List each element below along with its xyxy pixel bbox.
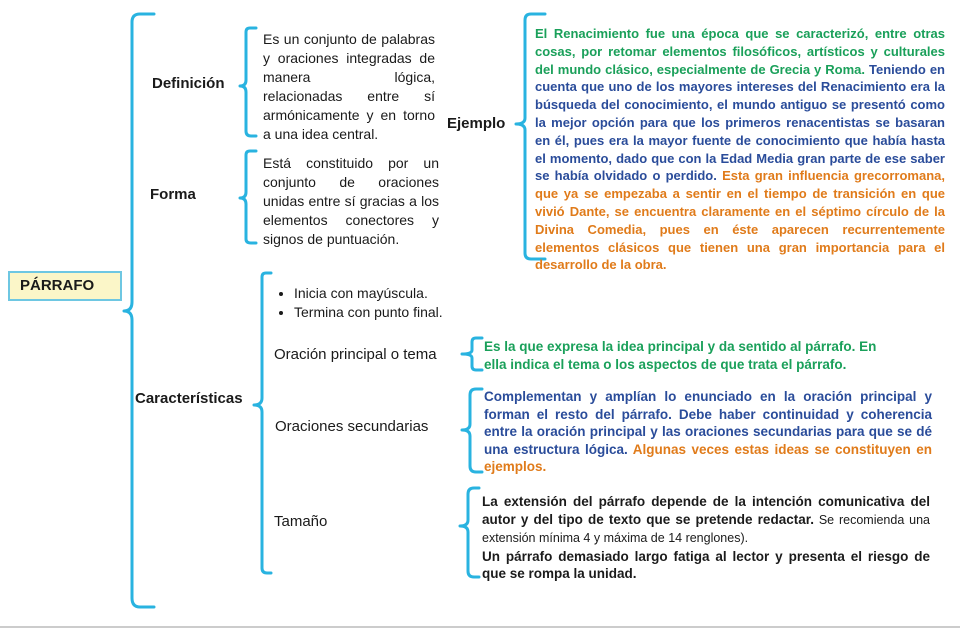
oracion-principal-text: Es la que expresa la idea principal y da sentido al párrafo. En ella indica el tema o los aspectos de que trata el párrafo. bbox=[484, 339, 877, 372]
oraciones-secundarias-label: Oraciones secundarias bbox=[275, 418, 429, 435]
definicion-text: Es un conjunto de palabras y oraciones integradas de manera lógica, relacionadas entre sí armónicamente y en torno a una idea central. bbox=[263, 31, 435, 142]
oraciones-secundarias-text2: Algunas veces estas ideas se constituyen en ejemplos. bbox=[484, 441, 932, 474]
tamano-bracket bbox=[460, 488, 479, 577]
tamano-label: Tamaño bbox=[274, 513, 328, 530]
oracion-principal-label: Oración principal o tema bbox=[274, 346, 437, 363]
ejemplo-text-part3: Esta gran influencia grecorromana, que ya se empezaba a sentir en el tiempo de transición en que vivió Dante, se encuentra claramente en el séptimo círculo de la Divina Comedia, pues en éste aparecen recurrentemente elementos clásicos que tienen una gran importancia para el desarrollo de la obra. bbox=[535, 168, 945, 273]
oracion-principal-bracket bbox=[462, 338, 482, 370]
tamano-text bbox=[482, 493, 930, 583]
forma-text: Está constituido por un conjunto de oraciones unidas entre sí gracias a los elementos conectores y signos de puntuación. bbox=[263, 155, 439, 247]
tamano-text3: Un párrafo demasiado largo fatiga al lector y presenta el riesgo de que se rompa la unidad. bbox=[482, 548, 930, 581]
ejemplo-label: Ejemplo bbox=[447, 115, 506, 132]
main-bracket bbox=[124, 14, 154, 607]
oraciones-secundarias-text1: Complementan y amplían lo enunciado en la oración principal y forman el resto del párrafo. Debe haber continuidad y coherencia entre la oración principal y las oraciones secundarias para que se dé una estructura lógica. bbox=[484, 389, 932, 457]
ejemplo-text-part1: El Renacimiento fue una época que se caracterizó, entre otras cosas, por retomar elementos filosóficos, artísticos y culturales del mundo clásico, especialmente de Grecia y Roma. bbox=[535, 26, 945, 77]
root-node-parrafo: PÁRRAFO bbox=[8, 271, 122, 301]
definicion-label: Definición bbox=[152, 75, 225, 92]
caracteristicas-bullets bbox=[276, 284, 443, 322]
definicion-bracket bbox=[240, 28, 256, 136]
oraciones-secundarias-bracket bbox=[462, 389, 482, 472]
tamano-text1: La extensión del párrafo depende de la intención comunicativa del autor y del tipo de texto que se pretende redactar. bbox=[482, 494, 930, 527]
caracteristicas-bracket bbox=[254, 273, 271, 573]
caracteristicas-label: Características bbox=[135, 390, 243, 407]
forma-label: Forma bbox=[150, 186, 196, 203]
tamano-text2: Se recomienda una extensión mínima 4 y máxima de 14 renglones). bbox=[482, 512, 930, 545]
bullet-item: • Inicia con mayúscula. bbox=[294, 284, 443, 303]
ejemplo-text-part2: Teniendo en cuenta que uno de los mayores intereses del Renacimiento era la búsqueda del conocimiento, el mundo antiguo se presentó como la mejor opción para que los primeros renacentistas se basaran en él, pues era la mayor fuente de conocimiento que había hasta el momento, dado que con la Edad Media gran parte de ese saber se había olvidado o perdido. bbox=[535, 61, 945, 184]
oraciones-secundarias-text bbox=[484, 388, 932, 476]
ejemplo-text bbox=[535, 25, 945, 274]
forma-bracket bbox=[240, 151, 256, 243]
bullet-item: • Termina con punto final. bbox=[294, 303, 443, 322]
